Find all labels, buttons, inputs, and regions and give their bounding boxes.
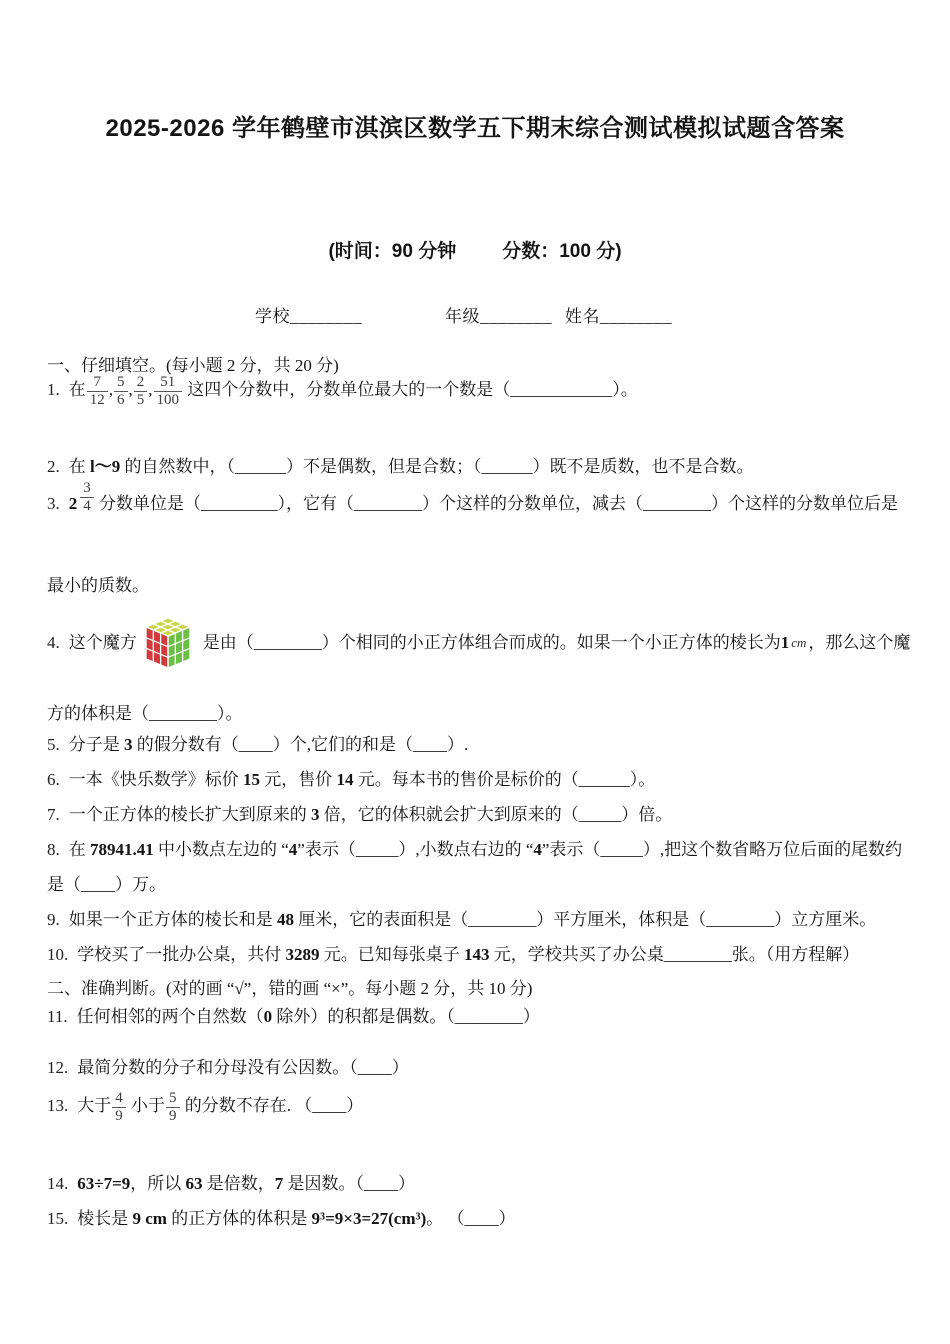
question-text: 是因数。（____） (283, 1174, 416, 1193)
question-number: 7. (47, 805, 60, 824)
question-text: 这个魔方 (68, 633, 137, 652)
question-8 (47, 838, 915, 862)
question-text-bold: 143 (464, 945, 490, 964)
question-text: 除外）的积都是偶数。（________） (272, 1007, 540, 1026)
question-text: 最小的质数。 (47, 576, 149, 595)
question-text: 分数单位是（_________），它有（________）个这样的分数单位，减去（________）个这样的分数单位后是 (94, 494, 898, 514)
question-text: 中小数点左边的 “ (153, 840, 289, 859)
question-number: 8. (47, 840, 60, 859)
question-text: 是由（________）个相同的小正方体组合而成的。如果一个小正方体的棱长为 (202, 633, 781, 652)
question-12 (47, 1056, 915, 1080)
question-text: 倍，它的体积就会扩大到原来的（_____）倍。 (319, 805, 673, 824)
question-text: 小于 (126, 1096, 165, 1116)
question-15 (47, 1207, 915, 1231)
question-text: 分子是 (68, 735, 124, 754)
question-number: 14. (47, 1174, 69, 1193)
question-text-bold: 0 (263, 1007, 273, 1026)
question-7 (47, 803, 915, 827)
question-5 (47, 733, 915, 757)
question-text-bold: 1 (780, 633, 790, 652)
section-2-heading: 二、准确判断。(对的画 “√”，错的画 “×”。每小题 2 分，共 10 分) (47, 979, 533, 998)
question-text: 一本《快乐数学》标价 (68, 770, 243, 789)
question-text-bold: l～9 (90, 457, 121, 476)
question-text: 是倍数， (202, 1174, 275, 1193)
question-number: 13. (47, 1096, 69, 1116)
section-1-heading: 一、仔细填空。(每小题 2 分，共 20 分) (47, 356, 339, 375)
question-text: 学校买了一批办公桌，共付 (77, 945, 286, 964)
fraction: $\frac{7}{12}$ (87, 374, 108, 409)
question-text-bold: 63÷7=9 (77, 1174, 131, 1193)
question-text: 最简分数的分子和分母没有公因数。（____） (77, 1058, 409, 1077)
unit-subscript: cm (791, 635, 807, 650)
question-text: 元，售价 (260, 770, 337, 789)
question-text: ”表示（_____）,小数点右边的 “ (297, 840, 534, 859)
question-text: 这四个分数中，分数单位最大的一个数是（____________）。 (183, 380, 638, 400)
question-text: 元。每本书的售价是标价的（______）。 (353, 770, 656, 789)
question-text-bold: 9³=9×3=27(cm³) (311, 1209, 427, 1228)
fraction: $\frac{5}{6}$ (114, 374, 128, 409)
question-4-cont (47, 702, 915, 726)
question-3 (47, 480, 915, 523)
fraction: $\frac{2}{5}$ (134, 374, 148, 409)
question-number: 9. (47, 910, 60, 929)
question-number: 6. (47, 770, 60, 789)
question-text: 在 (68, 380, 86, 400)
question-text: , (108, 380, 113, 400)
question-text-bold: 4 (288, 840, 298, 859)
question-text: ，所以 (130, 1174, 186, 1193)
fraction: $\frac{3}{4}$ (80, 480, 94, 515)
question-number: 4. (47, 633, 60, 652)
question-number: 11. (47, 1007, 68, 1026)
question-text: 的自然数中，（______）不是偶数，但是合数；（______）既不是质数，也不是合数。 (120, 457, 754, 476)
question-text: 的分数不存在. （____） (180, 1096, 364, 1116)
question-text: 在 (68, 840, 90, 859)
question-text-bold: 48 (277, 910, 294, 929)
school-field: 学校________ (255, 307, 362, 326)
question-3-cont (47, 574, 915, 598)
question-text-bold: 15 (243, 770, 260, 789)
question-number: 15. (47, 1209, 69, 1228)
mixed-number-whole: 2 (68, 494, 78, 514)
question-text-bold: 63 (185, 1174, 203, 1193)
question-number: 12. (47, 1058, 69, 1077)
question-text: 在 (68, 457, 90, 476)
question-text: ”表示（_____）,把这个数省略万位后面的尾数约 (541, 840, 903, 859)
question-number: 10. (47, 945, 69, 964)
name-field: 姓名________ (565, 307, 672, 326)
question-text-bold: 7 (274, 1174, 284, 1193)
question-14 (47, 1172, 915, 1196)
question-text: 一个正方体的棱长扩大到原来的 (68, 805, 311, 824)
question-text: 大于 (77, 1096, 112, 1116)
question-number: 2. (47, 457, 60, 476)
page-title: 2025-2026 学年鹤壁市淇滨区数学五下期末综合测试模拟试题含答案 (105, 115, 845, 142)
question-text: 任何相邻的两个自然数（ (76, 1007, 264, 1026)
question-11 (47, 1005, 915, 1029)
question-text: 厘米，它的表面积是（________）平方厘米，体积是（________）立方厘米。 (294, 910, 877, 929)
question-text-bold: 3 (124, 735, 133, 754)
time-allotment: (时间：90 分钟 (328, 241, 457, 262)
fraction: $\frac{4}{9}$ (112, 1090, 126, 1125)
grade-field: 年级________ (445, 307, 552, 326)
question-text: 棱长是 (77, 1209, 133, 1228)
question-9 (47, 908, 915, 932)
rubiks-cube-image (145, 617, 191, 669)
question-13 (47, 1090, 915, 1125)
question-text: 如果一个正方体的棱长和是 (68, 910, 277, 929)
question-text: ，那么这个魔 (808, 633, 911, 652)
question-text: 。 （____） (426, 1209, 516, 1228)
question-6 (47, 768, 915, 792)
question-10 (47, 943, 915, 967)
question-text: 的正方体的体积是 (166, 1209, 312, 1228)
exam-meta (0, 236, 950, 263)
question-text-bold: 9 cm (132, 1209, 167, 1228)
total-score: 分数：100 分) (502, 241, 622, 262)
question-4 (47, 615, 915, 671)
question-text-bold: 3 (311, 805, 320, 824)
question-number: 3. (47, 494, 60, 514)
question-text: 是（____）万。 (47, 875, 166, 894)
question-text: 方的体积是（________）。 (47, 704, 243, 723)
question-number: 5. (47, 735, 60, 754)
question-8-cont (47, 873, 915, 897)
question-number: 1. (47, 380, 60, 400)
question-text: 元，学校共买了办公桌________张。（用方程解） (489, 945, 860, 964)
question-text: 的假分数有（____）个,它们的和是（____）. (132, 735, 469, 754)
question-text-bold: 14 (336, 770, 354, 789)
question-text-bold: 3289 (285, 945, 320, 964)
question-text-bold: 4 (533, 840, 542, 859)
question-1 (47, 374, 915, 409)
question-2 (47, 455, 915, 479)
fraction: $\frac{51}{100}$ (154, 374, 183, 409)
question-text: , (148, 380, 153, 400)
fraction: $\frac{5}{9}$ (166, 1090, 180, 1125)
question-text: , (128, 380, 133, 400)
question-text: 元。已知每张桌子 (319, 945, 464, 964)
question-text-bold: 78941.41 (90, 840, 154, 859)
